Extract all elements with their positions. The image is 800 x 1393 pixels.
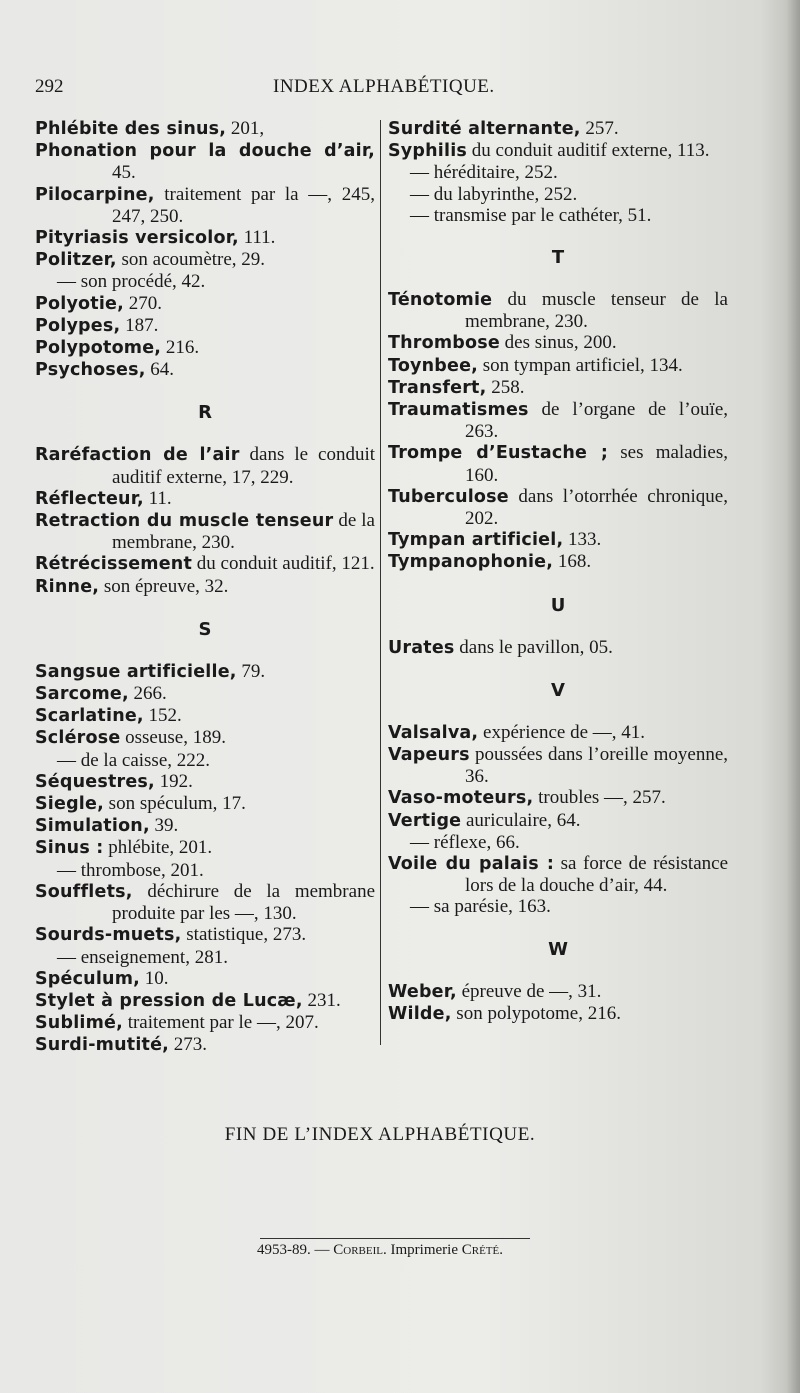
index-entry — [35, 705, 375, 727]
entry-reference: 273. — [169, 1034, 208, 1056]
entry-reference: auriculaire, 64. — [461, 809, 581, 831]
entry-reference: de l’organe de l’ouïe, 263. — [465, 399, 728, 443]
entry-term: Surdité alternante, — [388, 119, 581, 139]
entry-reference: 79. — [236, 660, 266, 682]
index-subentry: — de la caisse, 222. — [57, 749, 211, 771]
entry-reference: 11. — [143, 487, 172, 509]
entry-reference: 152. — [143, 705, 182, 727]
index-entry — [35, 444, 375, 487]
entry-reference: 64. — [145, 359, 175, 381]
entry-term: Politzer, — [35, 250, 117, 271]
entry-term: Wilde, — [388, 1003, 452, 1024]
entry-reference: du conduit auditif, 121. — [192, 553, 375, 575]
entry-term: Tympan artificiel, — [388, 530, 564, 551]
entry-term: Séquestres, — [35, 771, 155, 792]
entry-reference: troubles —, 257. — [533, 787, 666, 809]
entry-term: Toynbee, — [388, 355, 479, 376]
page-number: 292 — [35, 76, 64, 97]
index-entry — [35, 140, 375, 183]
index-entry — [35, 924, 375, 946]
entry-reference: statistique, 273. — [181, 924, 307, 946]
entry-term: Transfert, — [388, 377, 487, 398]
entry-term: Sarcome, — [35, 684, 129, 705]
imprint-printer: Imprimerie — [390, 1242, 458, 1258]
index-entry — [35, 118, 375, 140]
index-entry — [388, 551, 728, 573]
index-entry — [35, 576, 375, 598]
entry-reference: 168. — [553, 551, 592, 573]
index-subentry: — héréditaire, 252. — [410, 162, 558, 184]
entry-term: Sinus : — [35, 838, 104, 859]
index-entry — [35, 661, 375, 683]
entry-reference: de la membrane, 230. — [112, 510, 375, 554]
running-title: INDEX ALPHABÉTIQUE. — [273, 76, 495, 97]
entry-reference: expérience de —, 41. — [478, 721, 646, 743]
index-entry — [35, 990, 375, 1012]
section-letter: T — [551, 247, 565, 269]
entry-reference: du muscle tenseur de la membrane, 230. — [465, 289, 728, 333]
index-entry — [388, 744, 728, 787]
entry-term: Polypotome, — [35, 338, 162, 359]
entry-term: Rinne, — [35, 576, 100, 597]
entry-reference: 133. — [563, 529, 602, 551]
entry-term: Retraction du muscle tenseur — [35, 511, 334, 532]
index-entry — [388, 637, 728, 659]
entry-term: Rétrécissement — [35, 554, 193, 575]
entry-reference: dans le conduit auditif externe, 17, 229. — [112, 444, 376, 488]
index-entry — [388, 529, 728, 551]
section-letter: R — [198, 402, 212, 424]
index-entry — [388, 377, 728, 399]
entry-term: Simulation, — [35, 816, 150, 837]
entry-term: Urates — [388, 637, 455, 658]
entry-reference: 258. — [486, 376, 525, 398]
index-entry — [388, 853, 728, 896]
entry-reference: phlébite, 201. — [103, 837, 213, 859]
entry-term: Phlébite des sinus, — [35, 119, 227, 139]
entry-term: Traumatismes — [388, 400, 529, 421]
entry-term: Phonation pour la douche d’air, — [35, 141, 375, 162]
index-entry — [388, 787, 728, 809]
index-subentry: — thrombose, 201. — [57, 859, 204, 881]
index-entry — [388, 486, 728, 529]
section-letter: V — [551, 679, 565, 701]
entry-reference: 39. — [149, 815, 179, 837]
entry-reference: épreuve de —, 31. — [456, 980, 602, 1002]
index-entry — [35, 727, 375, 749]
index-entry — [35, 337, 375, 359]
index-subentry: — enseignement, 281. — [57, 946, 228, 968]
index-entry — [35, 968, 375, 990]
index-entry — [35, 184, 375, 227]
entry-reference: 45. — [112, 162, 136, 184]
index-entry — [35, 837, 375, 859]
entry-reference: sa force de résistance lors de la douche d’air, 44. — [465, 853, 729, 897]
end-of-index: FIN DE L’INDEX ALPHABÉTIQUE. — [224, 1124, 536, 1145]
index-entry — [35, 793, 375, 815]
section-letter: W — [548, 938, 568, 960]
entry-term: Sangsue artificielle, — [35, 661, 237, 682]
index-entry — [388, 1003, 728, 1025]
entry-reference: 187. — [120, 314, 159, 336]
entry-reference: son tympan artificiel, 134. — [478, 354, 683, 376]
entry-reference: 270. — [123, 292, 162, 314]
entry-term: Stylet à pression de Lucæ, — [35, 990, 303, 1011]
entry-term: Spéculum, — [35, 968, 140, 989]
entry-reference: 192. — [154, 770, 193, 792]
index-entry — [35, 881, 375, 924]
entry-term: Weber, — [388, 981, 457, 1002]
entry-reference: traitement par le —, 207. — [122, 1012, 319, 1034]
index-subentry: — son procédé, 42. — [57, 271, 206, 293]
column-divider — [380, 120, 381, 1045]
page-edge-shadow — [786, 0, 800, 1393]
entry-term: Polyotie, — [35, 293, 124, 314]
index-subentry: — du labyrinthe, 252. — [410, 183, 578, 205]
index-entry — [388, 399, 728, 442]
entry-term: Sublimé, — [35, 1013, 123, 1034]
index-entry — [35, 249, 375, 271]
entry-reference: des sinus, 200. — [499, 332, 617, 354]
section-letter: U — [550, 594, 566, 616]
entry-reference: osseuse, 189. — [120, 727, 226, 749]
entry-term: Réflecteur, — [35, 488, 144, 509]
imprint-city: Corbeil. — [333, 1242, 387, 1258]
entry-term: Raréfaction de l’air — [35, 445, 240, 466]
entry-term: Sclérose — [35, 728, 121, 749]
entry-reference: 201, — [226, 118, 265, 139]
entry-term: Vaso-moteurs, — [388, 788, 534, 809]
index-entry — [35, 1034, 375, 1056]
index-entry — [35, 510, 375, 553]
entry-reference: traitement par la —, 245, 247, 250. — [112, 183, 375, 227]
entry-term: Scarlatine, — [35, 706, 144, 727]
entry-reference: déchirure de la membrane produite par les —, 130. — [112, 880, 375, 925]
entry-reference: 111. — [238, 227, 276, 249]
entry-term: Syphilis — [388, 141, 468, 162]
entry-term: Siegle, — [35, 794, 104, 815]
index-entry — [388, 442, 728, 485]
index-entry — [35, 815, 375, 837]
entry-term: Tuberculose — [388, 486, 509, 507]
index-column-right — [388, 118, 728, 1025]
entry-term: Sourds-muets, — [35, 925, 182, 946]
page-header — [35, 76, 755, 100]
index-entry — [388, 140, 728, 162]
footer-rule — [260, 1238, 530, 1239]
entry-reference: ses maladies, 160. — [465, 442, 728, 486]
entry-term: Ténotomie — [388, 290, 493, 311]
index-subentry: — réflexe, 66. — [410, 831, 520, 853]
entry-reference: son polypotome, 216. — [451, 1002, 621, 1024]
entry-reference: dans l’otorrhée chronique, 202. — [465, 485, 728, 530]
index-entry — [388, 118, 728, 140]
entry-term: Vertige — [388, 810, 462, 831]
index-entry — [35, 771, 375, 793]
index-entry — [35, 315, 375, 337]
index-entry — [388, 355, 728, 377]
index-subentry: — sa parésie, 163. — [410, 896, 551, 918]
entry-reference: 257. — [580, 118, 619, 139]
entry-term: Trompe d’Eustache ; — [388, 443, 609, 464]
entry-term: Voile du palais : — [388, 854, 555, 875]
entry-reference: son acoumètre, 29. — [116, 249, 266, 271]
entry-term: Pityriasis versicolor, — [35, 228, 239, 249]
entry-reference: son épreuve, 32. — [99, 575, 229, 597]
entry-term: Soufflets, — [35, 881, 133, 902]
entry-reference: 266. — [128, 683, 167, 705]
index-column-left — [35, 118, 375, 1057]
index-entry — [388, 332, 728, 354]
entry-reference: 231. — [302, 989, 341, 1011]
index-entry — [35, 553, 375, 575]
entry-term: Surdi-mutité, — [35, 1035, 170, 1056]
entry-reference: du conduit auditif externe, 113. — [467, 140, 710, 162]
index-entry — [388, 810, 728, 832]
imprint-code: 4953-89. — — [257, 1242, 330, 1258]
printer-imprint — [0, 1242, 760, 1259]
index-entry — [388, 981, 728, 1003]
entry-reference: poussées dans l’oreille moyenne, 36. — [465, 744, 728, 788]
index-entry — [35, 227, 375, 249]
entry-reference: 216. — [161, 337, 200, 359]
entry-term: Psychoses, — [35, 360, 146, 381]
entry-reference: 10. — [139, 967, 169, 989]
entry-term: Tympanophonie, — [388, 552, 554, 573]
index-entry — [35, 293, 375, 315]
index-entry — [35, 488, 375, 510]
entry-reference: son spéculum, 17. — [103, 793, 246, 815]
entry-term: Pilocarpine, — [35, 184, 155, 205]
imprint-name: Crété. — [461, 1242, 503, 1258]
index-entry — [35, 359, 375, 381]
index-entry — [35, 683, 375, 705]
index-entry — [388, 722, 728, 744]
entry-term: Valsalva, — [388, 722, 479, 743]
entry-reference: dans le pavillon, 05. — [454, 636, 613, 658]
index-subentry: — transmise par le cathéter, 51. — [410, 204, 652, 226]
index-entry — [35, 1012, 375, 1034]
index-entry — [388, 289, 728, 332]
entry-term: Vapeurs — [388, 745, 470, 766]
section-letter: S — [198, 618, 212, 640]
entry-term: Polypes, — [35, 315, 121, 336]
entry-term: Thrombose — [388, 333, 500, 354]
